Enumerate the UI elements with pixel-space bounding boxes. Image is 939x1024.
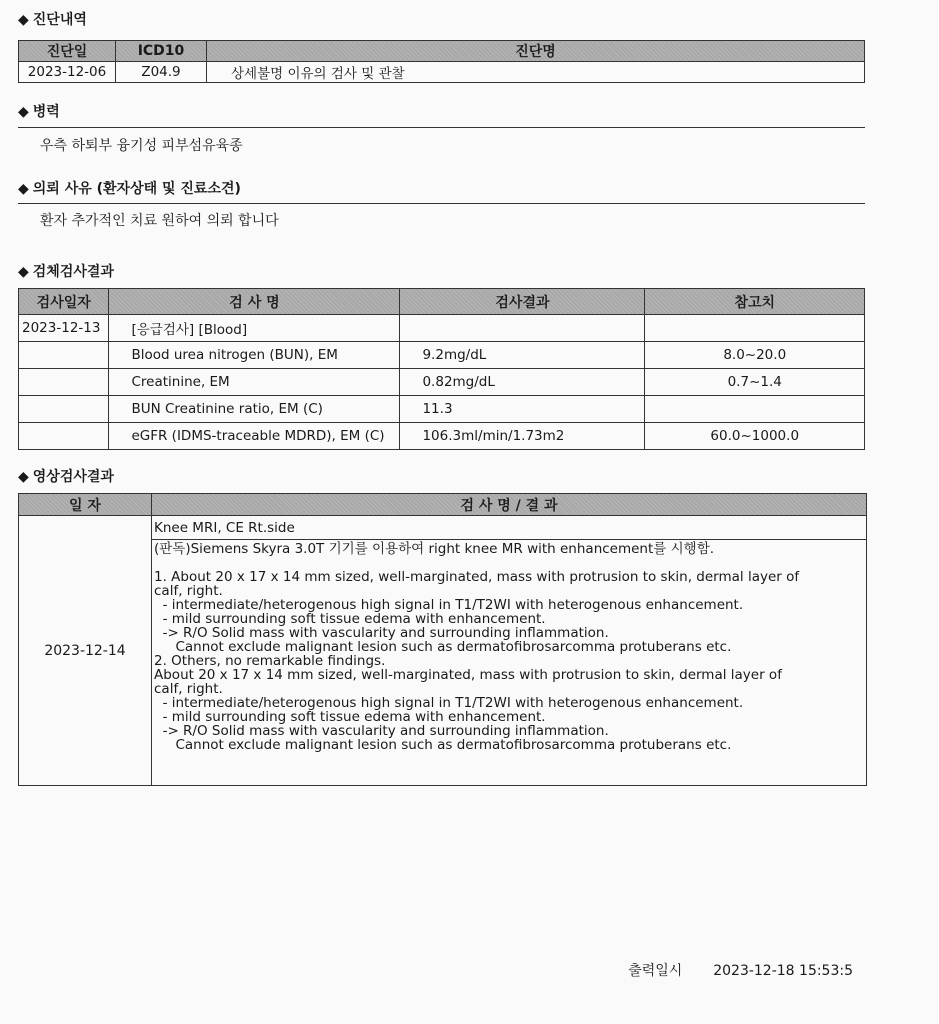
imaging-header-row: [19, 494, 867, 516]
col-header-imaging-date: 일 자: [19, 494, 152, 516]
test-date: [19, 342, 109, 369]
col-header-diagnosis-date: 진단일: [19, 41, 116, 62]
history-text: 우측 하퇴부 융기성 피부섬유육종: [40, 138, 243, 154]
reference-range: [645, 396, 865, 423]
divider: [18, 203, 865, 204]
reference-range: 0.7~1.4: [645, 369, 865, 396]
exam-name: Knee MRI, CE Rt.side: [152, 516, 867, 540]
table-row: [19, 423, 865, 450]
diamond-bullet-icon: ◆: [18, 104, 29, 120]
imaging-table: [18, 493, 867, 786]
diagnosis-table: [18, 40, 865, 83]
divider: [18, 127, 865, 128]
diamond-bullet-icon: ◆: [18, 469, 29, 485]
col-header-reference: 참고치: [645, 289, 865, 315]
lab-table: [18, 288, 865, 450]
test-result: 11.3: [400, 396, 645, 423]
diagnosis-header-row: [19, 41, 865, 62]
imaging-section-title: ◆ 영상검사결과: [18, 469, 114, 485]
test-date: [19, 369, 109, 396]
print-datetime-label: 출력일시: [628, 963, 683, 979]
diagnosis-section-title: ◆ 진단내역: [18, 12, 87, 28]
print-datetime: [628, 960, 853, 980]
col-header-diagnosis-name: 진단명: [207, 41, 865, 62]
test-result: 106.3ml/min/1.73m2: [400, 423, 645, 450]
imaging-result-text: (판독)Siemens Skyra 3.0T 기기를 이용하여 right knee MR with enhancement를 시행함. 1. About 20 x 17 x 14 mm sized, well-marginated, mass with protrusion to skin, dermal layer of calf, right. - intermediate/heterogenous high signal in T1/T2WI with heterogenous enhancement. - mild surrounding soft tissue edema with enhancement. -> R/O Solid mass with vascularity and surrounding inflammation. Cannot exclude malignant lesion such as dermatofibrosarcomma protuberans etc. 2. Others, no remarkable findings. About 20 x 17 x 14 mm sized, well-marginated, mass with protrusion to skin, dermal layer of calf, right. - intermediate/heterogenous high signal in T1/T2WI with heterogenous enhancement. - mild surrounding soft tissue edema with enhancement. -> R/O Solid mass with vascularity and surrounding inflammation. Cannot exclude malignant lesion such as dermatofibrosarcomma protuberans etc.: [152, 540, 867, 786]
col-header-test-date: 검사일자: [19, 289, 109, 315]
test-name: BUN Creatinine ratio, EM (C): [109, 396, 400, 423]
test-result: 9.2mg/dL: [400, 342, 645, 369]
icd10-code: Z04.9: [116, 62, 207, 83]
col-header-test-name: 검 사 명: [109, 289, 400, 315]
reference-range: 8.0~20.0: [645, 342, 865, 369]
test-name: [응급검사] [Blood]: [109, 315, 400, 342]
diagnosis-name: 상세불명 이유의 검사 및 관찰: [207, 62, 865, 83]
test-date: [19, 423, 109, 450]
table-row: [19, 315, 865, 342]
diagnosis-date: 2023-12-06: [19, 62, 116, 83]
test-date: [19, 396, 109, 423]
diamond-bullet-icon: ◆: [18, 181, 29, 197]
test-result: 0.82mg/dL: [400, 369, 645, 396]
imaging-date: 2023-12-14: [19, 516, 152, 786]
col-header-result: 검사결과: [400, 289, 645, 315]
test-date: 2023-12-13: [19, 315, 109, 342]
diamond-bullet-icon: ◆: [18, 12, 29, 28]
table-row: [19, 369, 865, 396]
history-section-title: ◆ 병력: [18, 104, 60, 120]
test-result: [400, 315, 645, 342]
table-row: [19, 516, 867, 540]
referral-text: 환자 추가적인 치료 원하여 의뢰 합니다: [40, 213, 279, 229]
test-name: Creatinine, EM: [109, 369, 400, 396]
lab-header-row: [19, 289, 865, 315]
reference-range: [645, 315, 865, 342]
col-header-icd10: ICD10: [116, 41, 207, 62]
table-row: [19, 342, 865, 369]
lab-section-title: ◆ 검체검사결과: [18, 264, 114, 280]
table-row: [19, 62, 865, 83]
col-header-exam-result: 검 사 명 / 결 과: [152, 494, 867, 516]
referral-section-title: ◆ 의뢰 사유 (환자상태 및 진료소견): [18, 181, 241, 197]
test-name: Blood urea nitrogen (BUN), EM: [109, 342, 400, 369]
diamond-bullet-icon: ◆: [18, 264, 29, 280]
reference-range: 60.0~1000.0: [645, 423, 865, 450]
test-name: eGFR (IDMS-traceable MDRD), EM (C): [109, 423, 400, 450]
table-row: [19, 396, 865, 423]
print-datetime-value: 2023-12-18 15:53:5: [713, 963, 853, 979]
